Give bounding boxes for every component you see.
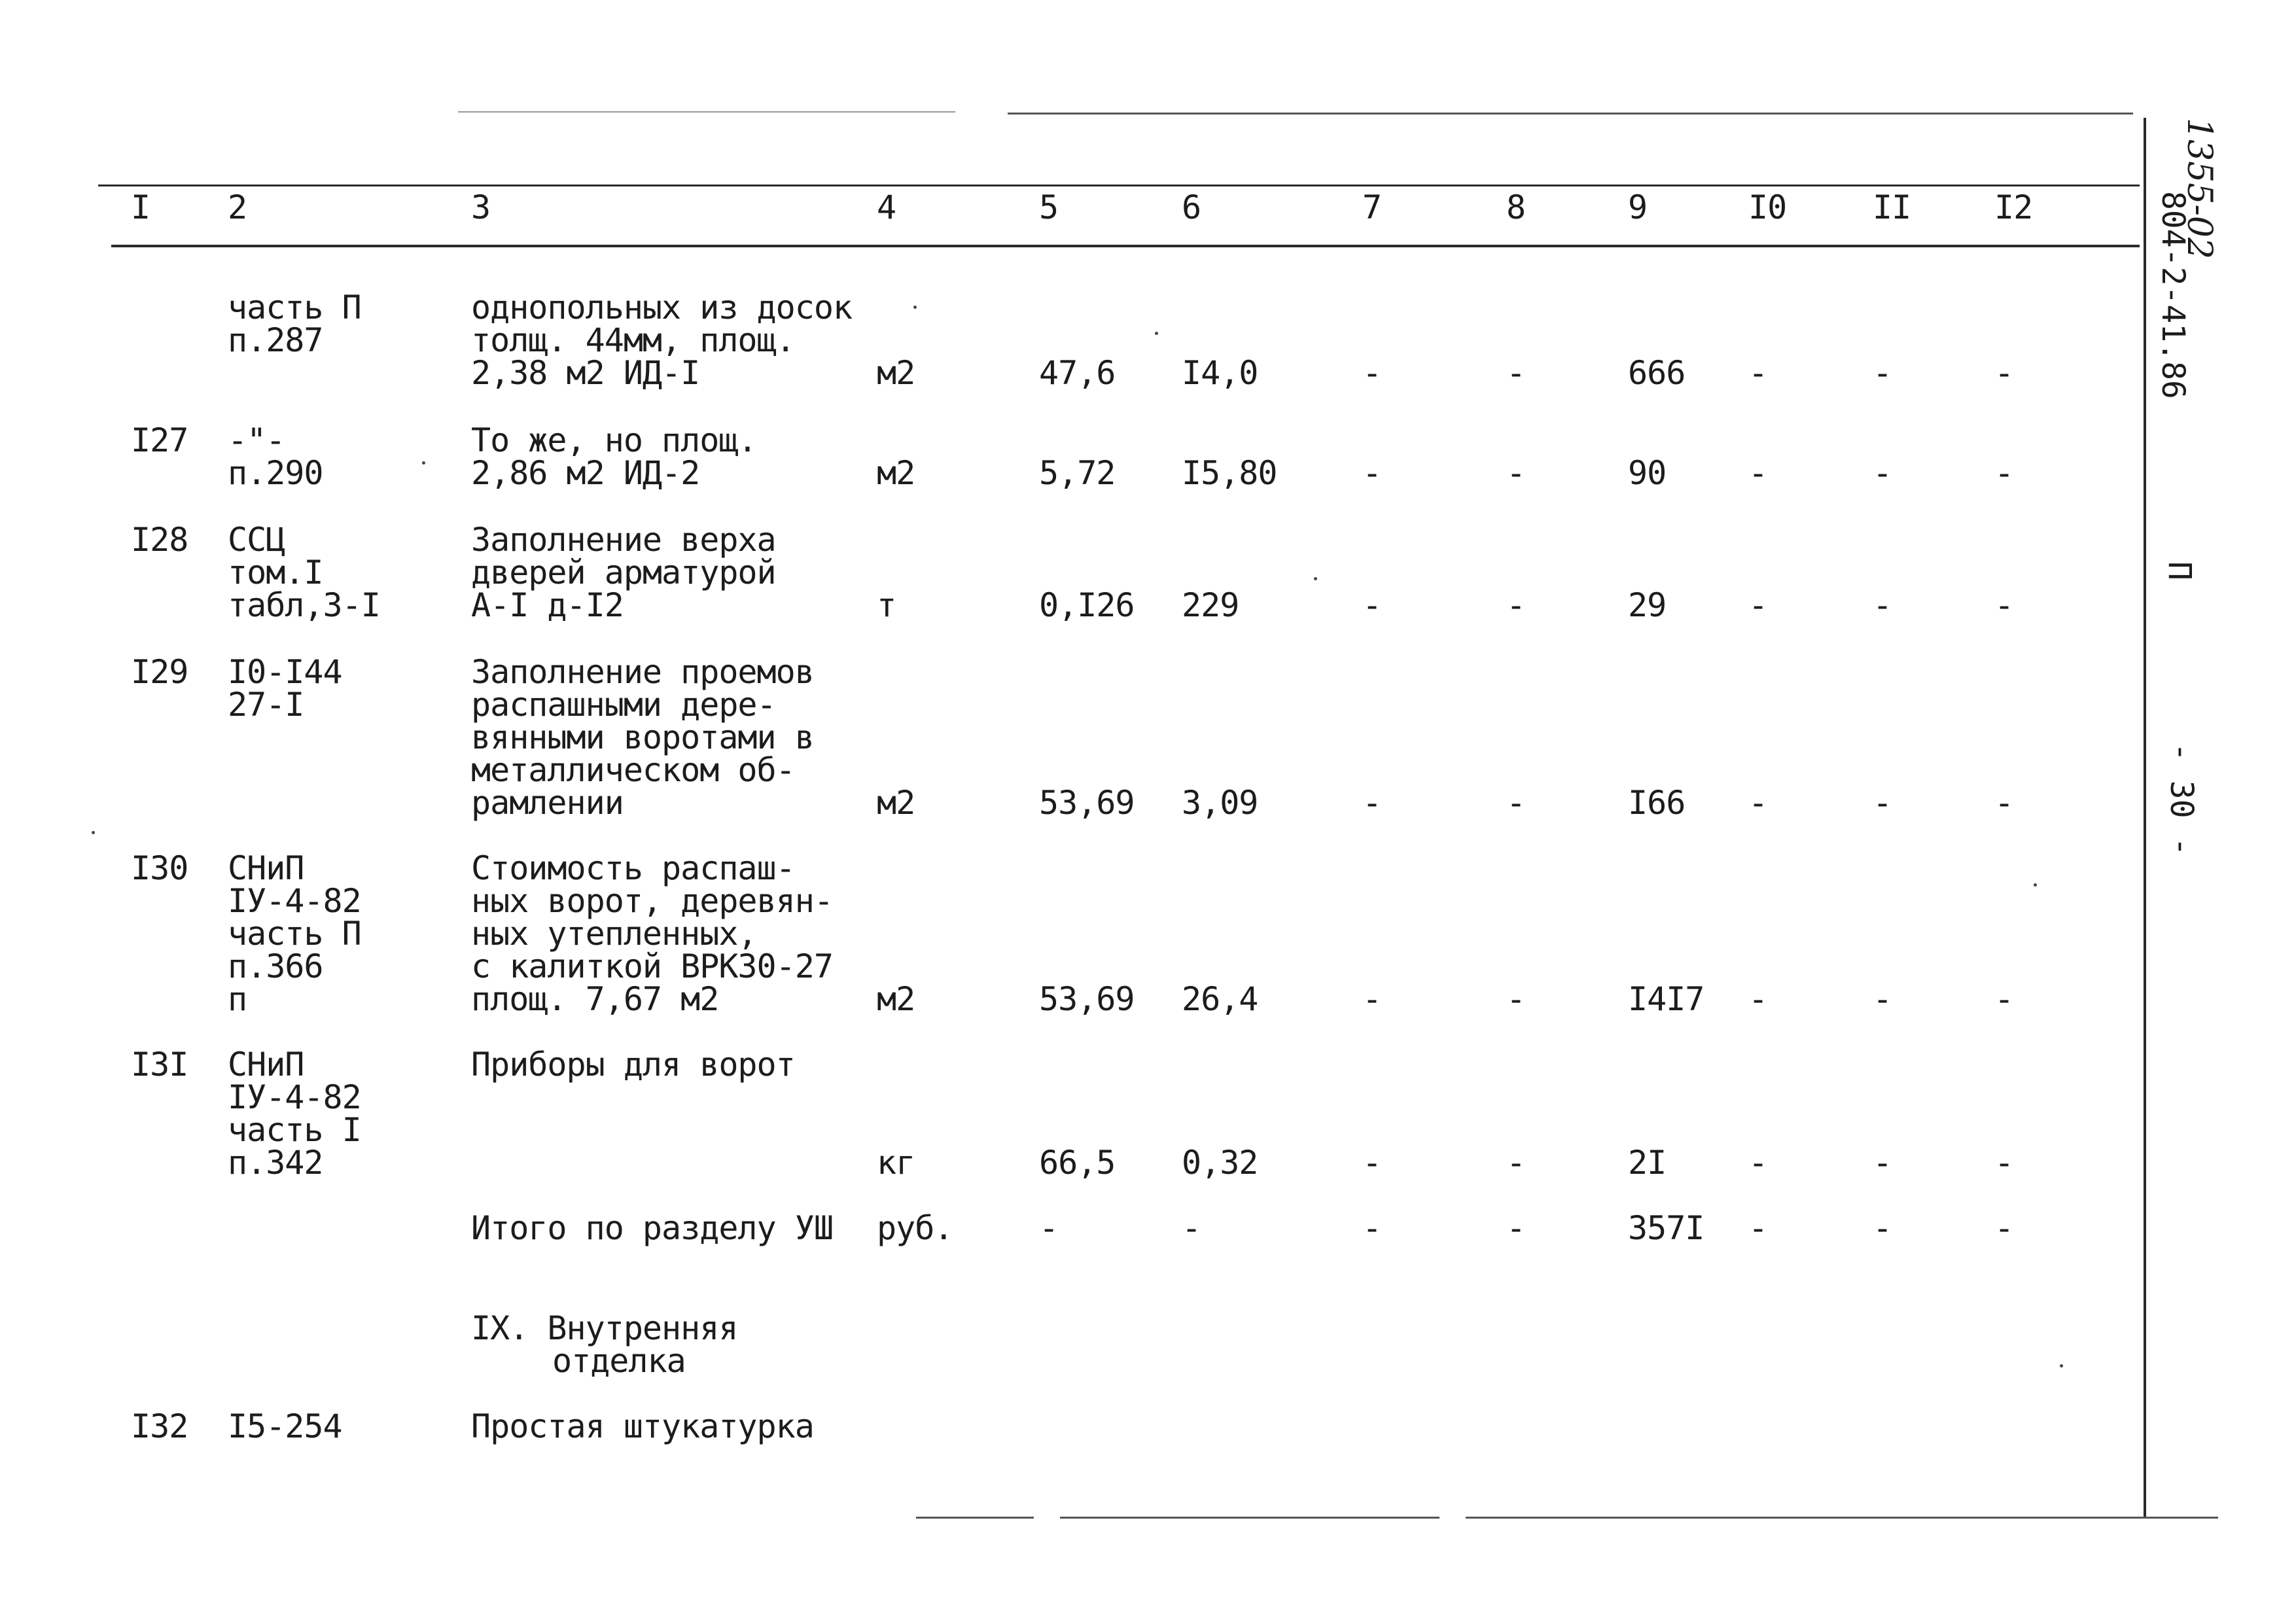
row-source: п.290 — [228, 454, 323, 492]
row-number: I28 — [131, 521, 188, 559]
row-value-c11: - — [1873, 1144, 1892, 1182]
total-value-c8: - — [1506, 1209, 1526, 1247]
total-value-unit: руб. — [877, 1209, 953, 1247]
row-value-c6: 26,4 — [1182, 980, 1258, 1018]
row-value-c7: - — [1362, 354, 1382, 392]
row-value-c12: - — [1994, 454, 2014, 492]
row-value-c7: - — [1362, 1144, 1382, 1182]
row-value-c12: - — [1994, 980, 2014, 1018]
column-header-8: 8 — [1506, 188, 1526, 226]
bottom-scan-line-2 — [1060, 1517, 1439, 1519]
scan-speck — [2060, 1364, 2063, 1367]
row-value-unit: м2 — [877, 454, 915, 492]
row-source: часть I — [228, 1111, 361, 1149]
row-number: I29 — [131, 653, 188, 691]
row-value-c7: - — [1362, 454, 1382, 492]
row-number: I3I — [131, 1046, 188, 1084]
total-value-c12: - — [1994, 1209, 2014, 1247]
column-header-9: 9 — [1628, 188, 1648, 226]
row-value-c12: - — [1994, 1144, 2014, 1182]
row-source: IУ-4-82 — [228, 882, 361, 920]
scan-speck — [1155, 332, 1158, 335]
row-value-c8: - — [1506, 454, 1526, 492]
row-value-c10: - — [1748, 454, 1768, 492]
total-value-c9: 357I — [1628, 1209, 1704, 1247]
row-description: распашными дере- — [471, 686, 776, 724]
top-scan-line — [1008, 113, 2133, 115]
row-description: рамлении — [471, 784, 624, 822]
row-source: 27-I — [228, 686, 304, 724]
row-value-c8: - — [1506, 354, 1526, 392]
column-header-7: 7 — [1362, 188, 1382, 226]
row-value-c10: - — [1748, 586, 1768, 624]
total-value-c10: - — [1748, 1209, 1768, 1247]
row-value-c5: 47,6 — [1039, 354, 1116, 392]
row-description: Стоимость распаш- — [471, 849, 795, 887]
row-value-unit: кг — [877, 1144, 915, 1182]
section-mark: П — [2161, 561, 2198, 580]
doc-code: 804-2-41.86 — [2155, 191, 2191, 399]
row-source: п.342 — [228, 1144, 323, 1182]
row-value-c8: - — [1506, 784, 1526, 822]
column-header-4: 4 — [877, 188, 896, 226]
row-description: 2,38 м2 ИД-I — [471, 354, 700, 392]
column-header-3: 3 — [471, 188, 491, 226]
bottom-scan-line-1 — [916, 1517, 1034, 1519]
row-value-c7: - — [1362, 980, 1382, 1018]
row-value-c11: - — [1873, 784, 1892, 822]
bottom-scan-line-3 — [1466, 1517, 2218, 1519]
row-value-c9: I66 — [1628, 784, 1686, 822]
row-value-c5: 53,69 — [1039, 784, 1135, 822]
column-header-2: 2 — [228, 188, 247, 226]
row-source: часть П — [228, 915, 361, 953]
row-description: 2,86 м2 ИД-2 — [471, 454, 700, 492]
row-value-c10: - — [1748, 980, 1768, 1018]
total-value-c5: - — [1039, 1209, 1059, 1247]
row-description: ных утепленных, — [471, 915, 757, 953]
column-header-1: I — [131, 188, 150, 226]
row-value-c9: 2I — [1628, 1144, 1667, 1182]
row-value-c5: 5,72 — [1039, 454, 1116, 492]
page-number: - 30 - — [2163, 743, 2200, 856]
row-source: I0-I44 — [228, 653, 342, 691]
row-value-c5: 53,69 — [1039, 980, 1135, 1018]
row-value-c6: 0,32 — [1182, 1144, 1258, 1182]
row-source: табл,3-I — [228, 586, 380, 624]
row-source: СНиП — [228, 1046, 304, 1084]
doc-code-handwritten: 1355-02 — [2180, 118, 2219, 260]
column-header-11: II — [1873, 188, 1911, 226]
row-value-c6: I4,0 — [1182, 354, 1258, 392]
row-value-c12: - — [1994, 784, 2014, 822]
row-description: площ. 7,67 м2 — [471, 980, 719, 1018]
row-source: ССЦ — [228, 521, 285, 559]
row-value-c9: 29 — [1628, 586, 1667, 624]
row-value-c7: - — [1362, 784, 1382, 822]
row-number: I27 — [131, 421, 188, 459]
row-source: IУ-4-82 — [228, 1078, 361, 1116]
column-header-5: 5 — [1039, 188, 1059, 226]
total-label: Итого по разделу УШ — [471, 1209, 833, 1247]
row-description: То же, но площ. — [471, 421, 757, 459]
row-value-c9: I4I7 — [1628, 980, 1704, 1018]
row-description: ных ворот, деревян- — [471, 882, 833, 920]
row-description: Заполнение верха — [471, 521, 776, 559]
row-source: п.287 — [228, 321, 323, 359]
row-description: однопольных из досок — [471, 289, 853, 326]
margin-rule — [2144, 118, 2146, 1518]
row-value-c8: - — [1506, 980, 1526, 1018]
row-source: -"- — [228, 421, 285, 459]
column-header-10: I0 — [1748, 188, 1787, 226]
row-description: вянными воротами в — [471, 718, 814, 756]
scan-speck — [92, 831, 95, 834]
row-description: А-I д-I2 — [471, 586, 624, 624]
row-value-c10: - — [1748, 1144, 1768, 1182]
row-number: I32 — [131, 1407, 188, 1445]
scan-speck — [422, 461, 425, 465]
row-value-c5: 0,I26 — [1039, 586, 1135, 624]
scan-speck — [2034, 883, 2037, 887]
row-value-c6: 3,09 — [1182, 784, 1258, 822]
row-source: п.366 — [228, 947, 323, 985]
row-value-unit: м2 — [877, 354, 915, 392]
row-value-unit: м2 — [877, 784, 915, 822]
total-value-c6: - — [1182, 1209, 1201, 1247]
row-value-c9: 90 — [1628, 454, 1667, 492]
row-value-unit: т — [877, 586, 896, 624]
row-description: Заполнение проемов — [471, 653, 814, 691]
row-description: толщ. 44мм, площ. — [471, 321, 795, 359]
row-description: Приборы для ворот — [471, 1046, 795, 1084]
row-value-c7: - — [1362, 586, 1382, 624]
row-value-c9: 666 — [1628, 354, 1686, 392]
row-source: п — [228, 980, 247, 1018]
row-value-c10: - — [1748, 354, 1768, 392]
row-value-unit: м2 — [877, 980, 915, 1018]
section-heading: IX. Внутренняя — [471, 1309, 738, 1347]
total-value-c7: - — [1362, 1209, 1382, 1247]
column-header-6: 6 — [1182, 188, 1201, 226]
row-value-c12: - — [1994, 586, 2014, 624]
row-description: дверей арматурой — [471, 554, 776, 591]
header-top-rule — [98, 185, 2140, 186]
row-value-c5: 66,5 — [1039, 1144, 1116, 1182]
row-value-c6: 229 — [1182, 586, 1239, 624]
row-description: металлическом об- — [471, 751, 795, 789]
row-value-c11: - — [1873, 980, 1892, 1018]
row-source: том.I — [228, 554, 323, 591]
scan-speck — [913, 306, 917, 309]
row-source: часть П — [228, 289, 361, 326]
row-source: СНиП — [228, 849, 304, 887]
row-value-c12: - — [1994, 354, 2014, 392]
row-value-c11: - — [1873, 454, 1892, 492]
row-description: Простая штукатурка — [471, 1407, 814, 1445]
row-description: с калиткой ВРК30-27 — [471, 947, 833, 985]
row-value-c11: - — [1873, 354, 1892, 392]
scan-speck — [1314, 577, 1317, 580]
row-value-c11: - — [1873, 586, 1892, 624]
row-value-c6: I5,80 — [1182, 454, 1277, 492]
top-scan-dots — [458, 111, 955, 113]
row-source: I5-254 — [228, 1407, 342, 1445]
row-number: I30 — [131, 849, 188, 887]
column-header-12: I2 — [1994, 188, 2033, 226]
header-bottom-rule — [111, 245, 2140, 247]
row-value-c8: - — [1506, 586, 1526, 624]
row-value-c10: - — [1748, 784, 1768, 822]
section-heading: отделка — [552, 1342, 686, 1380]
row-value-c8: - — [1506, 1144, 1526, 1182]
total-value-c11: - — [1873, 1209, 1892, 1247]
